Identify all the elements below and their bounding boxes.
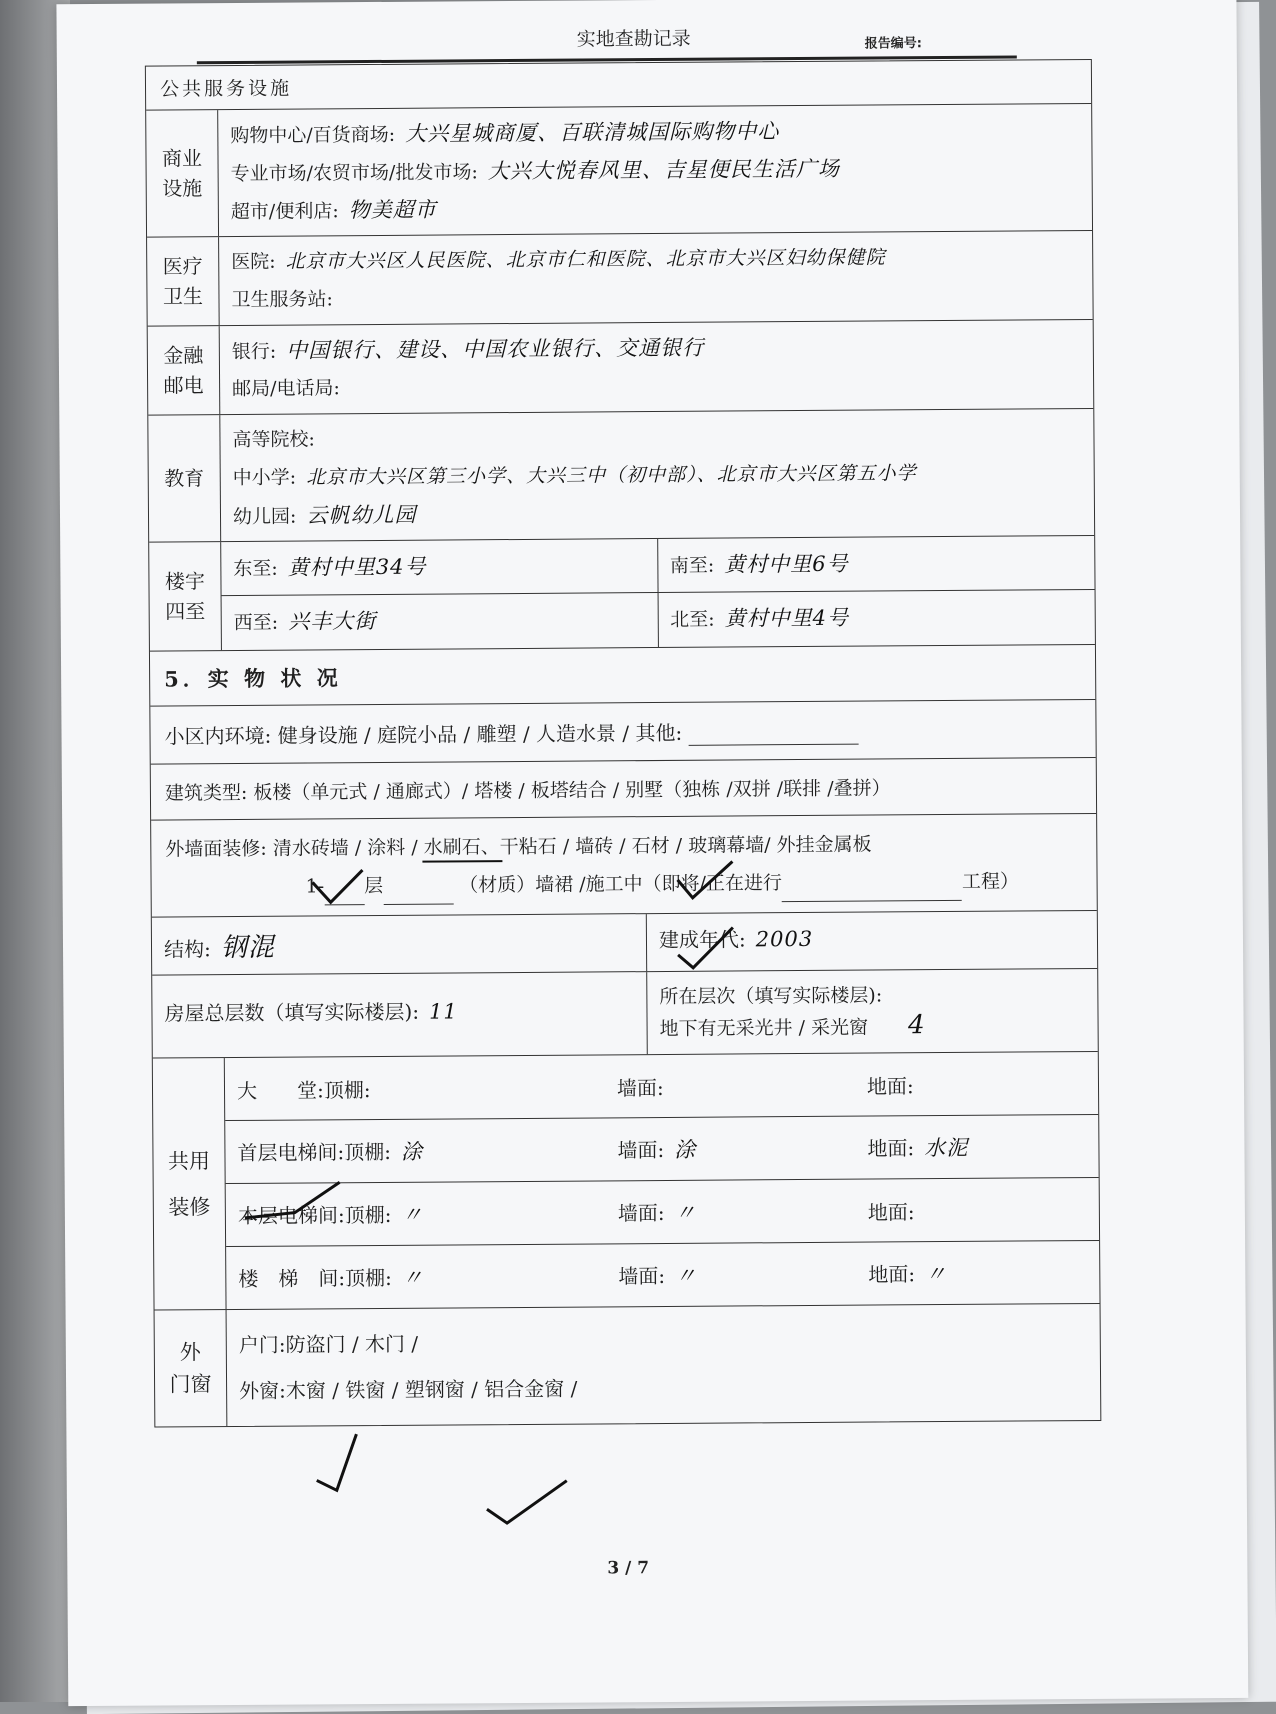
college-label: 高等院校: bbox=[232, 428, 315, 451]
supermarket-line bbox=[231, 186, 1080, 230]
mall-value: 大兴星城商厦、百联清城国际购物中心 bbox=[405, 119, 779, 146]
check-mark bbox=[487, 1481, 567, 1524]
door-label: 户门: bbox=[239, 1333, 286, 1357]
wall-skirt-line bbox=[165, 862, 1082, 906]
floors-row bbox=[152, 969, 1098, 1059]
page-title: 实地查勘记录 bbox=[577, 24, 691, 52]
post-line bbox=[232, 364, 1081, 408]
market-line bbox=[230, 148, 1079, 192]
wall-skirt-from: 1- bbox=[306, 875, 325, 897]
education-row bbox=[148, 409, 1094, 543]
finish-floor-label: 地面: bbox=[867, 1074, 914, 1098]
total-floors-cell bbox=[152, 972, 648, 1057]
window-line bbox=[239, 1362, 1088, 1414]
kindergarten-line bbox=[233, 491, 1082, 535]
light-well-label: 地下有无采光井 / 采光窗 bbox=[660, 1017, 869, 1040]
east-value: 黄村中里34号 bbox=[288, 555, 427, 580]
west-boundary bbox=[222, 593, 659, 650]
survey-page bbox=[56, 0, 1248, 1706]
boundaries-label: 楼宇 四至 bbox=[149, 542, 222, 651]
exterior-wall-line bbox=[165, 824, 1082, 868]
building-type-options: 板楼（单元式 / 通廊式）/ 塔楼 / 板塔结合 / 别墅（独栋 /双拼 /联排 /叠拼） bbox=[253, 777, 890, 803]
finish-row-lobby bbox=[225, 1052, 1098, 1121]
medical-label: 医疗 卫生 bbox=[147, 237, 220, 326]
exterior-wall-label: 外墙面装修: bbox=[165, 838, 267, 861]
check-mark bbox=[316, 1434, 356, 1490]
post-label: 邮局/电话局: bbox=[232, 377, 340, 400]
bank-label: 银行: bbox=[232, 341, 277, 363]
finish-wall-value: 〃 bbox=[675, 1264, 697, 1288]
education-label: 教育 bbox=[148, 415, 221, 541]
environment-line bbox=[150, 702, 872, 764]
bank-value: 中国银行、建设、中国农业银行、交通银行 bbox=[286, 336, 704, 363]
public-services-title-row bbox=[146, 60, 1091, 111]
structure-value: 钢混 bbox=[221, 933, 275, 963]
college-line bbox=[232, 415, 1081, 459]
south-value: 黄村中里6号 bbox=[724, 552, 849, 577]
hospital-value: 北京市大兴区人民医院、北京市仁和医院、北京市大兴区妇幼保健院 bbox=[286, 246, 886, 272]
finish-ceiling-label: 顶棚: bbox=[344, 1140, 391, 1164]
exterior-wall-row bbox=[151, 814, 1097, 918]
finish-wall-label: 墙面: bbox=[617, 1138, 664, 1162]
finish-row-ground-elevator bbox=[225, 1115, 1098, 1184]
commerce-row bbox=[146, 104, 1092, 238]
kindergarten-label: 幼儿园: bbox=[233, 506, 297, 528]
environment-options: 健身设施 / 庭院小品 / 雕塑 / 人造水景 / 其他: bbox=[278, 721, 683, 748]
supermarket-value: 物美超市 bbox=[349, 198, 437, 223]
floor-blank bbox=[324, 884, 364, 905]
finance-label: 金融 邮电 bbox=[148, 326, 221, 415]
project-blank bbox=[782, 880, 962, 902]
finish-ceiling-label: 顶棚: bbox=[324, 1078, 371, 1102]
report-number-label: 报告编号: bbox=[865, 32, 922, 51]
finish-wall-value: 〃 bbox=[675, 1201, 697, 1225]
south-boundary bbox=[658, 536, 1095, 593]
wall-skirt-text: （材质）墙裙 /施工中（即将/正在进行 bbox=[459, 872, 782, 896]
finish-wall-label: 墙面: bbox=[618, 1264, 665, 1288]
floor-level-label: 所在层次（填写实际楼层): bbox=[659, 984, 882, 1008]
finish-row-current-elevator bbox=[226, 1178, 1099, 1247]
finish-wall-label: 墙面: bbox=[617, 1075, 664, 1099]
east-label: 东至: bbox=[233, 558, 278, 580]
finish-row-stairwell bbox=[226, 1241, 1099, 1309]
finish-floor-value: 〃 bbox=[925, 1262, 947, 1286]
market-value: 大兴大悦春风里、吉星便民生活广场 bbox=[488, 157, 840, 183]
common-finish-label: 共用 装修 bbox=[153, 1058, 227, 1309]
page-number: 3 / 7 bbox=[607, 1558, 649, 1578]
total-floors-label: 房屋总层数（填写实际楼层): bbox=[164, 1000, 419, 1026]
environment-row bbox=[150, 700, 1095, 765]
finish-wall-value: 涂 bbox=[674, 1138, 696, 1162]
health-station-line bbox=[231, 275, 1080, 319]
wall-skirt-end: 工程） bbox=[962, 871, 1019, 893]
boundaries-row bbox=[149, 536, 1095, 652]
environment-other-blank bbox=[689, 724, 859, 746]
window-label: 外窗: bbox=[239, 1379, 286, 1403]
hospital-line bbox=[231, 237, 1080, 281]
built-year-value: 2003 bbox=[756, 927, 814, 951]
building-type-label: 建筑类型: bbox=[165, 782, 248, 805]
exterior-wall-options: 清水砖墙 / 涂料 / 水刷石、干粘石 / 墙砖 / 石材 / 玻璃幕墙/ 外挂金属板 bbox=[273, 834, 872, 860]
medical-row bbox=[147, 231, 1093, 327]
mall-label: 购物中心/百货商场: bbox=[230, 124, 395, 147]
finish-name: 本层电梯间: bbox=[238, 1203, 345, 1228]
built-year-label: 建成年代: bbox=[659, 927, 746, 952]
door-line bbox=[239, 1316, 1088, 1368]
structure-row bbox=[152, 911, 1097, 976]
structure-cell bbox=[152, 914, 647, 974]
west-label: 西至: bbox=[234, 612, 279, 634]
common-finish-row bbox=[153, 1052, 1100, 1311]
mall-line bbox=[230, 110, 1079, 154]
finance-row bbox=[148, 320, 1094, 416]
school-value: 北京市大兴区第三小学、大兴三中（初中部）、北京市大兴区第五小学 bbox=[306, 462, 917, 488]
building-type-line bbox=[151, 759, 905, 819]
survey-form bbox=[145, 59, 1101, 1428]
school-line bbox=[233, 453, 1082, 497]
floor-level-value: 4 bbox=[908, 1010, 926, 1040]
section-title: 公共服务设施 bbox=[146, 65, 306, 109]
west-value: 兴丰大街 bbox=[288, 609, 376, 634]
finish-ceiling-value: 〃 bbox=[402, 1266, 424, 1290]
school-label: 中小学: bbox=[233, 467, 297, 489]
north-label: 北至: bbox=[670, 609, 715, 631]
built-year-cell bbox=[647, 911, 1097, 971]
east-boundary bbox=[221, 539, 658, 596]
finish-wall-label: 墙面: bbox=[618, 1201, 665, 1225]
floor-level-cell bbox=[647, 969, 1098, 1054]
market-label: 专业市场/农贸市场/批发市场: bbox=[231, 161, 478, 185]
bank-line bbox=[232, 326, 1081, 370]
structure-label: 结构: bbox=[164, 937, 211, 961]
finish-name: 首层电梯间: bbox=[237, 1140, 344, 1165]
finish-grid bbox=[225, 1052, 1100, 1309]
wall-skirt-floor-word: 层 bbox=[364, 875, 383, 897]
finish-name: 楼 梯 间: bbox=[238, 1266, 345, 1291]
page-header bbox=[56, 0, 1236, 64]
north-value: 黄村中里4号 bbox=[725, 606, 850, 631]
window-options: 木窗 / 铁窗 / 塑钢窗 / 铝合金窗 / bbox=[286, 1377, 578, 1403]
finish-name: 大 堂: bbox=[237, 1078, 324, 1103]
finish-ceiling-label: 顶棚: bbox=[345, 1266, 392, 1290]
physical-title-row bbox=[150, 645, 1095, 707]
south-label: 南至: bbox=[670, 555, 715, 577]
finish-ceiling-value: 〃 bbox=[401, 1203, 423, 1227]
north-boundary bbox=[658, 590, 1095, 647]
kindergarten-value: 云帆幼儿园 bbox=[306, 503, 416, 528]
building-type-row bbox=[151, 758, 1096, 821]
supermarket-label: 超市/便利店: bbox=[231, 200, 339, 223]
health-station-label: 卫生服务站: bbox=[231, 288, 333, 311]
total-floors-value: 11 bbox=[429, 999, 458, 1023]
commerce-label: 商业 设施 bbox=[146, 110, 219, 236]
doors-windows-label: 外 门窗 bbox=[155, 1310, 228, 1426]
material-blank bbox=[383, 883, 453, 904]
finish-floor-value: 水泥 bbox=[924, 1136, 968, 1160]
finish-floor-label: 地面: bbox=[867, 1136, 914, 1160]
finish-floor-label: 地面: bbox=[868, 1262, 915, 1286]
environment-label: 小区内环境: bbox=[164, 724, 271, 749]
doors-windows-row bbox=[155, 1304, 1101, 1427]
finish-ceiling-label: 顶棚: bbox=[345, 1203, 392, 1227]
door-options: 防盗门 / 木门 / bbox=[285, 1332, 418, 1357]
finish-floor-label: 地面: bbox=[868, 1200, 915, 1224]
physical-section-title: 5．实 物 状 况 bbox=[150, 650, 356, 705]
hospital-label: 医院: bbox=[231, 251, 276, 273]
finish-ceiling-value: 涂 bbox=[401, 1140, 423, 1164]
